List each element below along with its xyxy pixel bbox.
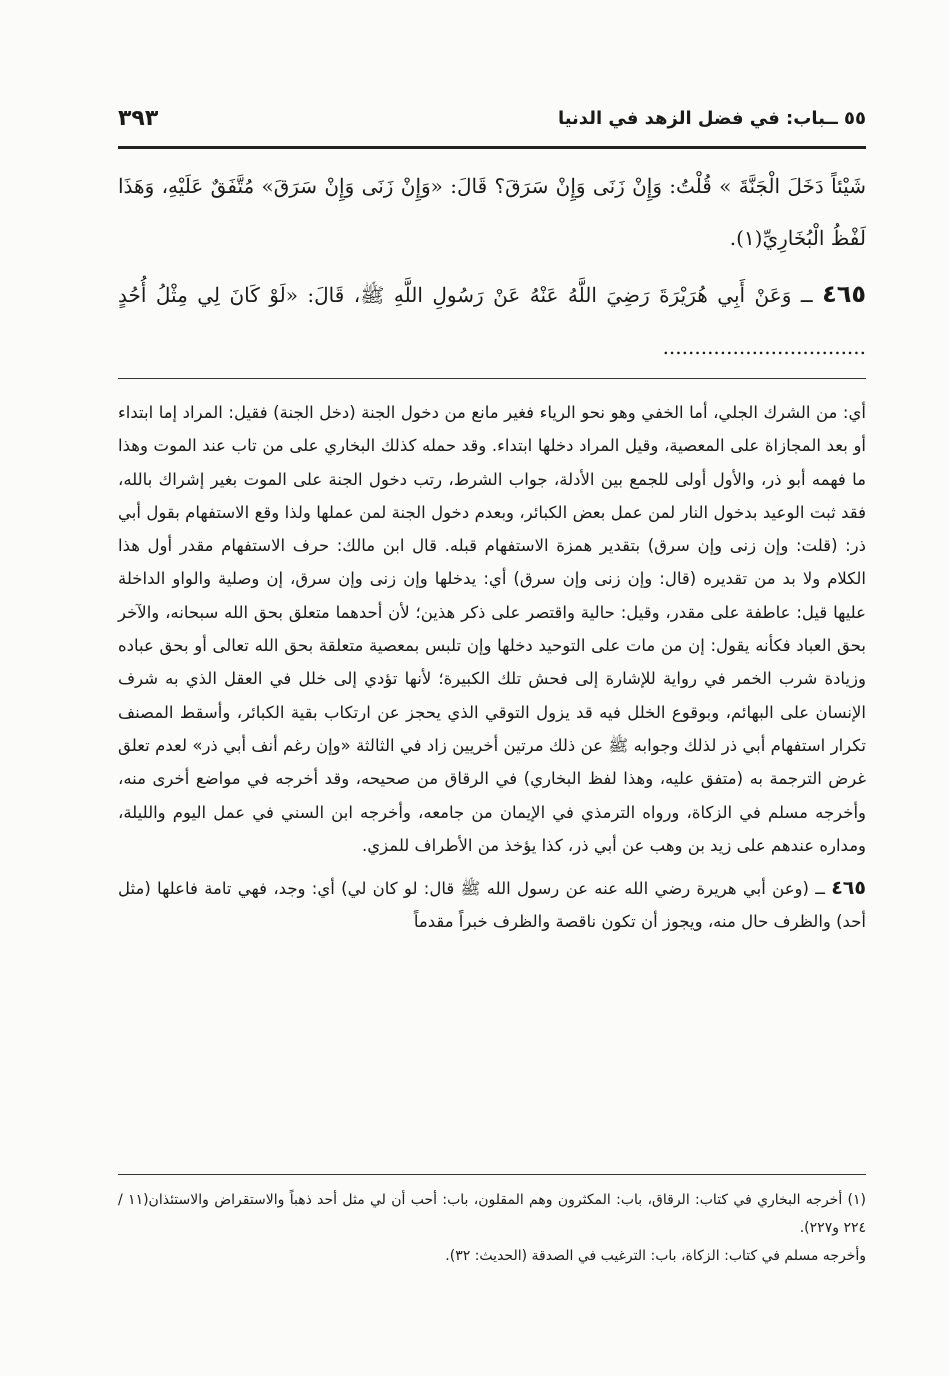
running-header: [118, 108, 866, 138]
hadith-continuation: [118, 160, 866, 264]
hadith-continuation-text: شَيْئاً دَخَلَ الْجَنَّةَ » قُلْتُ: وَإِنْ زَنَى وَإِنْ سَرَقَ؟ قَالَ: «وَإِنْ زَنَى وَإِنْ سَرَقَ» مُتَّفَقٌ عَلَيْهِ، وَهَذَا لَفْظُ الْبُخَارِيِّ(١).: [118, 174, 866, 250]
commentary: [118, 396, 866, 939]
commentary-divider: [118, 378, 866, 379]
header-rule: [118, 146, 866, 149]
hadith-number: ٤٦٥: [822, 280, 867, 308]
footnotes: [118, 1186, 866, 1270]
footnote-divider: [118, 1174, 866, 1175]
footnote-1-continued: وأخرجه مسلم في كتاب: الزكاة، باب: الترغيب في الصدقة (الحديث: ٣٢).: [445, 1248, 866, 1264]
page-number: ٣٩٣: [118, 106, 159, 131]
commentary-hadith-465-text: ــ (وعن أبي هريرة رضي الله عنه عن رسول الله ﷺ قال: لو كان لي) أي: وجد، فهي تامة فاعلها (مثل أحد) والظرف حال منه، ويجوز أن تكون ناقصة والظرف خبراً مقدماً: [118, 879, 866, 932]
footnote-1: (١) أخرجه البخاري في كتاب: الرقاق، باب: المكثرون وهم المقلون، باب: أحب أن لي مثل أحد ذهباً والاستقراض والاستئذان(١١ / ٢٢٤ و٢٢٧).: [118, 1192, 867, 1236]
hadith-465: [118, 268, 866, 373]
chapter-title: ٥٥ ــباب: في فضل الزهد في الدنيا: [557, 108, 866, 129]
commentary-hadith-465: [118, 872, 866, 939]
hadith-465-text: ــ وَعَنْ أَبِي هُرَيْرَةَ رَضِيَ اللَّهُ عَنْهُ عَنْ رَسُولِ اللَّهِ ﷺ، قَالَ: «لَوْ كَانَ لِي مِثْلُ أُحُدٍ ................................: [118, 283, 866, 359]
commentary-paragraph: أي: من الشرك الجلي، أما الخفي وهو نحو الرياء فغير مانع من دخول الجنة (دخل الجنة) فقيل: المراد إما ابتداء أو بعد المجازاة على المعصية، وقيل المراد دخلها ابتداء. وقد حمله كذلك البخاري على من تاب عند الموت وهذا ما فهمه أبو ذر، والأول أولى للجمع بين الأدلة، جواب الشرط، رتب دخول الجنة على الموت بغير إشراك بالله، فقد ثبت الوعيد بدخول النار لمن عمل بعض الكبائر، وبعدم دخول الجنة لمن عملها ولذا وقع الاستفهام بقول أبي ذر: (قلت: وإن زنى وإن سرق) بتقدير همزة الاستفهام قبله. قال ابن مالك: حرف الاستفهام مقدر أول هذا الكلام ولا بد من تقديره (قال: وإن زنى وإن سرق) أي: يدخلها وإن زنى وإن سرق، إن وصلية والواو الداخلة عليها قيل: عاطفة على مقدر، وقيل: حالية واقتصر على ذكر هذين؛ لأن أحدهما متعلق بحق الله سبحانه، والآخر بحق العباد فكأنه يقول: إن من مات على التوحيد دخلها وإن تلبس بمعصية متعلقة بحق الله تعالى أو بحق عباده وزيادة شرب الخمر في رواية للإشارة إلى فحش تلك الكبيرة؛ لأنها تؤدي إلى خلل في العقل الذي به شرف الإنسان على البهائم، وبوقوع الخلل فيه قد يزول التوقي الذي يحجز عن ارتكاب بقية الكبائر، وأسقط المصنف تكرار استفهام أبي ذر لذلك وجوابه ﷺ عن ذلك مرتين أخريين زاد في الثالثة «وإن رغم أنف أبي ذر» لعدم تعلق غرض الترجمة به (متفق عليه، وهذا لفظ البخاري) في الرقاق من صحيحه، وقد أخرجه في مواضع أخرى منه، وأخرجه مسلم في الزكاة، ورواه الترمذي في الإيمان من جامعه، وأخرجه ابن السني في عمل اليوم والليلة، ومداره عندهم على زيد بن وهب عن أبي ذر، كذا يؤخذ من الأطراف للمزي.: [118, 403, 866, 855]
commentary-hadith-number: ٤٦٥: [831, 877, 866, 900]
